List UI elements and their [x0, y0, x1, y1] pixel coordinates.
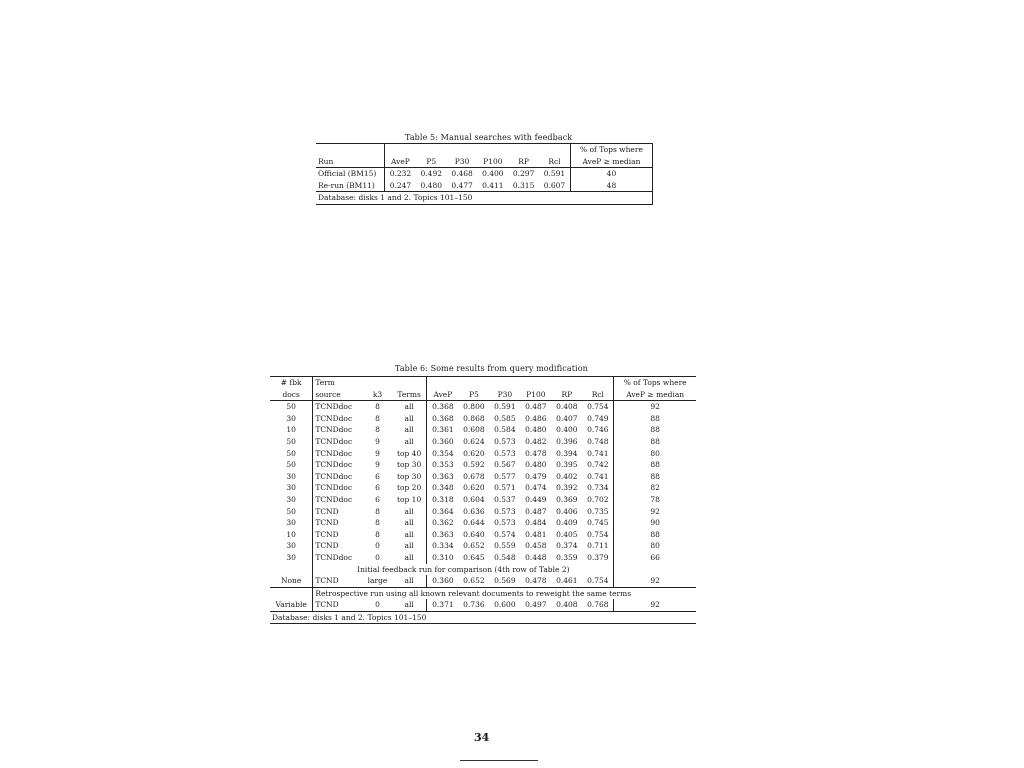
table-cell: 0.702 [587, 494, 609, 504]
table-cell: 0.407 [556, 413, 578, 423]
table5-footer-row [316, 192, 653, 205]
table-cell: top 30 [392, 471, 427, 483]
table-cell: 50 [270, 436, 313, 448]
table-cell: 88 [614, 471, 696, 483]
table-cell: 80 [614, 540, 696, 552]
table-cell: 0.492 [420, 169, 443, 179]
table-cell: 50 [270, 459, 313, 471]
table-cell: 0.571 [494, 483, 516, 493]
table-cell: 50 [270, 401, 313, 413]
table5-footer: Database: disks 1 and 2. Topics 101–150 [318, 193, 473, 203]
table-cell: 0.482 [525, 437, 547, 447]
table-cell: 0.394 [556, 448, 578, 458]
table-cell: TCND [315, 518, 339, 528]
table5-caption: Table 5: Manual searches with feedback [405, 133, 573, 142]
page-rule [460, 760, 538, 761]
table-cell: None [270, 575, 313, 587]
table-cell: 0.369 [556, 494, 578, 504]
table-row [270, 401, 696, 413]
table-cell: all [392, 599, 427, 611]
table-cell: 0.484 [525, 518, 547, 528]
table-cell: 0.395 [556, 460, 578, 470]
table-cell: 0.392 [556, 483, 578, 493]
table-cell: 0.310 [432, 552, 454, 562]
table6-col-median: AveP ≥ median [614, 389, 696, 401]
table6-col-p100: P100 [526, 389, 546, 399]
table6-note-initial-row [270, 564, 696, 576]
table-cell: TCNDdoc [315, 483, 353, 493]
table6-col-rcl: Rcl [591, 389, 604, 399]
table-cell: 0.480 [420, 180, 443, 190]
table-cell: 30 [270, 413, 313, 425]
table-cell: 0.548 [494, 552, 516, 562]
table-row [270, 482, 696, 494]
table-cell: 30 [270, 471, 313, 483]
table-cell: 0.573 [494, 518, 516, 528]
table-cell: top 10 [392, 494, 427, 506]
table-cell: 0.360 [432, 437, 454, 447]
table6-col-term-top: Term [313, 377, 363, 389]
table-cell: 0.374 [556, 541, 578, 551]
table-cell: 0.591 [543, 169, 566, 179]
table-cell: all [392, 575, 427, 587]
table-cell: 0.480 [525, 460, 547, 470]
table5-col-rp: RP [518, 156, 529, 166]
table-cell: 82 [614, 482, 696, 494]
table-row [270, 413, 696, 425]
table-cell: 88 [614, 413, 696, 425]
table-cell: 8 [375, 506, 380, 516]
table-cell: TCND [315, 541, 339, 551]
table5-col-median: AveP ≥ median [570, 156, 652, 168]
table-cell: 0.652 [463, 541, 485, 551]
table-cell: 0.379 [587, 552, 609, 562]
table-cell: 0.478 [525, 448, 547, 458]
table-cell: 0.584 [494, 425, 516, 435]
table6-col-p5: P5 [468, 389, 479, 399]
table-cell: 0 [375, 552, 380, 562]
table-cell: 0.734 [587, 483, 609, 493]
table-cell: all [392, 436, 427, 448]
table-cell: 0.497 [525, 600, 547, 610]
table5-col-p5: P5 [426, 156, 437, 166]
table-cell: TCNDdoc [315, 460, 353, 470]
table-cell: 0.474 [525, 483, 547, 493]
table-cell: 0.368 [432, 402, 454, 412]
table-cell: all [392, 529, 427, 541]
table-cell: 0.411 [482, 180, 504, 190]
table-cell: 0.363 [432, 529, 454, 539]
table-cell: Official (BM15) [316, 168, 385, 180]
table-cell: 30 [270, 494, 313, 506]
table6-footer: Database: disks 1 and 2. Topics 101–150 [272, 612, 427, 622]
table-cell: all [392, 552, 427, 564]
table-cell: 0.408 [556, 600, 578, 610]
table-cell: 0.400 [482, 169, 504, 179]
table-row [270, 529, 696, 541]
table-cell: 0.620 [463, 483, 485, 493]
table-cell: 0.232 [389, 169, 412, 179]
table6-col-k3: k3 [372, 389, 383, 399]
table-cell: 0.408 [556, 402, 578, 412]
table-cell: TCNDdoc [315, 437, 353, 447]
table-cell: 0.458 [525, 541, 547, 551]
table-cell: 0.402 [556, 471, 578, 481]
table-cell: 0.477 [451, 180, 473, 190]
table-cell: 10 [270, 529, 313, 541]
table-cell: 0.585 [494, 413, 516, 423]
table-cell: 0 [375, 600, 380, 610]
table-cell: 0.678 [463, 471, 485, 481]
table-cell: 0.745 [587, 518, 609, 528]
table-cell: 88 [614, 436, 696, 448]
table5 [316, 143, 653, 205]
table-cell: 10 [270, 424, 313, 436]
table-cell: 0.559 [494, 541, 516, 551]
table-cell: 0.573 [494, 506, 516, 516]
table-cell: 50 [270, 448, 313, 460]
table-cell: TCNDdoc [315, 471, 353, 481]
table-cell: 90 [614, 517, 696, 529]
table-cell: 8 [375, 529, 380, 539]
table-cell: all [392, 401, 427, 413]
table-cell: 0.461 [556, 576, 578, 586]
table6-header-top-label: % of Tops where [614, 377, 696, 389]
table-cell: 30 [270, 482, 313, 494]
table-cell: 0.800 [463, 402, 485, 412]
table-cell: 6 [375, 494, 380, 504]
table-cell: 0.644 [463, 518, 485, 528]
table-cell: 40 [570, 168, 652, 180]
table6-col-fbk-top: # fbk [270, 377, 313, 389]
table6-note-initial: Initial feedback run for comparison (4th row of Table 2) [357, 564, 570, 574]
table-cell: 0.604 [463, 494, 485, 504]
table-cell: 0.577 [494, 471, 516, 481]
table-cell: 0.748 [587, 437, 609, 447]
table-cell: 0 [375, 541, 380, 551]
table-row [270, 575, 696, 587]
table-cell: 0.569 [494, 576, 516, 586]
table-row [270, 540, 696, 552]
table6-col-source: source [315, 389, 341, 399]
table-row [270, 448, 696, 460]
table-cell: 0.574 [494, 529, 516, 539]
table-cell: 0.362 [432, 518, 454, 528]
table-cell: 0.359 [556, 552, 578, 562]
table-cell: TCNDdoc [315, 494, 353, 504]
table-cell: 0.360 [432, 576, 454, 586]
table-cell: 8 [375, 402, 380, 412]
table-cell: 0.607 [543, 180, 566, 190]
table-cell: 92 [614, 599, 696, 611]
table-cell: 6 [375, 483, 380, 493]
table-cell: TCNDdoc [315, 413, 353, 423]
table-cell: 8 [375, 425, 380, 435]
table-cell: 0.487 [525, 506, 547, 516]
table-cell: 0.396 [556, 437, 578, 447]
table-cell: 0.486 [525, 413, 547, 423]
table-cell: 0.478 [525, 576, 547, 586]
table-cell: 0.354 [432, 448, 454, 458]
table-cell: 78 [614, 494, 696, 506]
table-row [270, 494, 696, 506]
table-row [270, 471, 696, 483]
table-row [270, 459, 696, 471]
table-row [270, 517, 696, 529]
page-number: 34 [474, 731, 490, 744]
table-cell: 8 [375, 413, 380, 423]
table-cell: Re-run (BM11) [316, 180, 385, 192]
table6-footer-row [270, 611, 696, 624]
table-cell: 0.449 [525, 494, 547, 504]
table-cell: 0.754 [587, 529, 609, 539]
table-row [270, 424, 696, 436]
table-cell: 0.711 [587, 541, 609, 551]
table-cell: 0.741 [587, 448, 609, 458]
table-cell: 0.406 [556, 506, 578, 516]
table-cell: 0.334 [432, 541, 454, 551]
table-cell: 6 [375, 471, 380, 481]
table-cell: 0.591 [494, 402, 516, 412]
table-cell: all [392, 413, 427, 425]
table-cell: 9 [375, 437, 380, 447]
table-cell: TCNDdoc [315, 552, 353, 562]
table-cell: 92 [614, 506, 696, 518]
table-cell: TCNDdoc [315, 402, 353, 412]
table6-col-avep: AveP [433, 389, 453, 399]
table-cell: 0.620 [463, 448, 485, 458]
table-cell: 0.640 [463, 529, 485, 539]
table-cell: 8 [375, 518, 380, 528]
table-cell: 0.636 [463, 506, 485, 516]
table-cell: TCND [315, 576, 339, 586]
table5-col-rcl: Rcl [548, 156, 561, 166]
table-cell: 30 [270, 540, 313, 552]
table-cell: 0.348 [432, 483, 454, 493]
table-row [270, 436, 696, 448]
table-cell: 0.573 [494, 448, 516, 458]
table-cell: 0.479 [525, 471, 547, 481]
table6-note-retro-row [270, 587, 696, 599]
table-cell: 0.741 [587, 471, 609, 481]
table-cell: 0.592 [463, 460, 485, 470]
table-cell: 0.297 [512, 169, 535, 179]
table-cell: 0.645 [463, 552, 485, 562]
table-cell: TCND [315, 600, 339, 610]
table6-header-top [270, 377, 696, 389]
table-cell: 0.537 [494, 494, 516, 504]
table-row [316, 168, 653, 180]
table-cell: 0.652 [463, 576, 485, 586]
table-cell: 0.868 [463, 413, 485, 423]
table-cell: 0.400 [556, 425, 578, 435]
table-cell: 0.754 [587, 402, 609, 412]
table5-col-avep: AveP [391, 156, 410, 166]
table-cell: 0.361 [432, 425, 454, 435]
table-cell: 0.567 [494, 460, 516, 470]
table-cell: 0.487 [525, 402, 547, 412]
table-cell: 66 [614, 552, 696, 564]
table-cell: 0.409 [556, 518, 578, 528]
table-cell: TCNDdoc [315, 448, 353, 458]
table-cell: 0.754 [587, 576, 609, 586]
table-cell: 0.318 [432, 494, 454, 504]
table-cell: all [392, 424, 427, 436]
table-cell: 88 [614, 529, 696, 541]
table-cell: 30 [270, 552, 313, 564]
table-cell: large [367, 576, 388, 586]
table5-header-top-label: % of Tops where [570, 144, 652, 156]
table-cell: 0.481 [525, 529, 547, 539]
table5-header-row [316, 156, 653, 168]
table-row [270, 552, 696, 564]
table6-note-retro: Retrospective run using all known relevant documents to reweight the same terms [315, 588, 632, 598]
table-cell: 0.363 [432, 471, 454, 481]
table6-col-rp: RP [561, 389, 573, 399]
table-cell: Variable [270, 599, 313, 611]
table-cell: 88 [614, 424, 696, 436]
table-cell: top 30 [392, 459, 427, 471]
table-cell: 9 [375, 448, 380, 458]
table-cell: 0.368 [432, 413, 454, 423]
table-cell: 0.364 [432, 506, 454, 516]
table6-header-row [270, 389, 696, 401]
table-cell: 0.736 [463, 600, 485, 610]
table6-body [270, 401, 696, 564]
table-cell: 80 [614, 448, 696, 460]
table-cell: 0.405 [556, 529, 578, 539]
table-cell: 0.468 [451, 169, 473, 179]
table-row [316, 180, 653, 192]
table-cell: TCNDdoc [315, 425, 353, 435]
table-cell: 0.746 [587, 425, 609, 435]
table6-caption: Table 6: Some results from query modification [395, 364, 588, 373]
table-cell: 9 [375, 460, 380, 470]
table5-col-p30: P30 [454, 156, 470, 166]
table-cell: 0.371 [432, 600, 454, 610]
table-cell: 0.480 [525, 425, 547, 435]
table5-col-p100: P100 [483, 156, 503, 166]
table-cell: 0.353 [432, 460, 454, 470]
table-cell: all [392, 517, 427, 529]
table-cell: 0.624 [463, 437, 485, 447]
table-cell: top 20 [392, 482, 427, 494]
table-cell: 48 [570, 180, 652, 192]
table-cell: top 40 [392, 448, 427, 460]
table-cell: 0.608 [463, 425, 485, 435]
table6-col-docs: docs [270, 389, 313, 401]
table-cell: 50 [270, 506, 313, 518]
table-cell: 0.749 [587, 413, 609, 423]
table-cell: 0.768 [587, 600, 609, 610]
table-cell: 30 [270, 517, 313, 529]
table-cell: 0.448 [525, 552, 547, 562]
table-row [270, 506, 696, 518]
table-cell: 92 [614, 401, 696, 413]
table-cell: all [392, 506, 427, 518]
table-cell: 0.600 [494, 600, 516, 610]
table5-col-run: Run [316, 156, 385, 168]
table-cell: 0.315 [512, 180, 535, 190]
table6 [270, 376, 696, 624]
table-cell: 88 [614, 459, 696, 471]
table-row [270, 599, 696, 611]
table-cell: 0.735 [587, 506, 609, 516]
table-cell: 92 [614, 575, 696, 587]
table-cell: 0.247 [389, 180, 412, 190]
table6-col-p30: P30 [497, 389, 513, 399]
table-cell: all [392, 540, 427, 552]
table-cell: 0.742 [587, 460, 609, 470]
table6-col-terms: Terms [392, 389, 427, 401]
table-cell: TCND [315, 529, 339, 539]
table-cell: TCND [315, 506, 339, 516]
table5-header-top [316, 144, 653, 156]
table-cell: 0.573 [494, 437, 516, 447]
